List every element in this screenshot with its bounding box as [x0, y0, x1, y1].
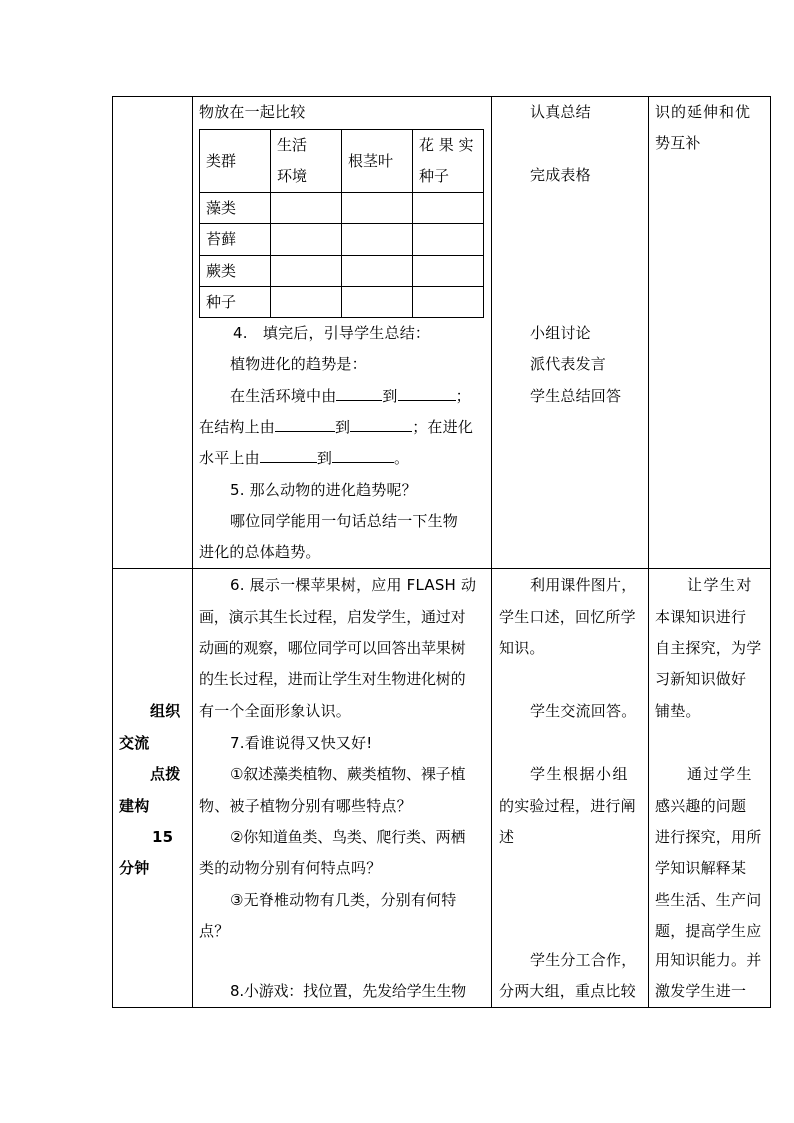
top-col2-line-1: 物放在一起比较 — [199, 103, 306, 121]
stage-label-line: 15 — [152, 828, 174, 846]
top-col2-line-question: 哪位同学能用一句话总结一下生物 — [230, 512, 459, 530]
bottom-col3-line: 学生分工合作， — [530, 951, 637, 969]
bottom-col2-line: 点？ — [199, 922, 230, 940]
fill-in-text: 到 — [316, 449, 333, 467]
inner-table-line-v1 — [270, 129, 271, 318]
bottom-col4-line: 激发学生进一 — [655, 982, 747, 1000]
top-col2-line-trend: 植物进化的趋势是： — [230, 355, 367, 373]
bottom-col4-line: 本课知识进行 — [655, 608, 747, 626]
top-col3-line: 认真总结 — [530, 103, 591, 121]
bottom-col2-line: 画，演示其生长过程，启发学生，通过对 — [199, 608, 466, 626]
table-col-divider-3 — [648, 96, 649, 1008]
fill-in-text: ；在进化 — [412, 418, 474, 436]
inner-table-header-group: 类群 — [206, 152, 237, 170]
top-col3-line: 学生总结回答 — [530, 387, 622, 405]
fill-in-text: 到 — [382, 387, 398, 405]
fill-in-blank[interactable] — [336, 384, 382, 401]
bottom-col4-line: 通过学生 — [687, 765, 754, 783]
bottom-col2-line: 7.看谁说得又快又好! — [230, 734, 373, 752]
bottom-col2-line: 6. 展示一棵苹果树，应用 FLASH 动 — [230, 576, 477, 594]
bottom-col2-line: 动画的观察，哪位同学可以回答出苹果树 — [199, 639, 466, 657]
fill-in-line-level — [199, 443, 409, 474]
top-col2-line-step5: 5. 那么动物的进化趋势呢？ — [230, 481, 417, 499]
bottom-col3-line: 学生交流回答。 — [530, 702, 637, 720]
table-border-left — [112, 96, 113, 1008]
inner-table-row-label: 藻类 — [206, 199, 237, 217]
top-col3-line: 小组讨论 — [530, 324, 591, 342]
table-border-right — [770, 96, 771, 1008]
bottom-col2-line: 类的动物分别有何特点吗？ — [199, 859, 382, 877]
bottom-col3-line: 知识。 — [499, 639, 545, 657]
bottom-col4-line: 学知识解释某 — [655, 859, 747, 877]
fill-in-text: 在结构上由 — [199, 418, 276, 436]
inner-table-border-left — [199, 129, 200, 318]
bottom-col2-line: ①叙述藻类植物、蕨类植物、裸子植 — [230, 765, 466, 783]
bottom-col4-line: 进行探究，用所 — [655, 828, 762, 846]
fill-in-blank[interactable] — [350, 415, 412, 432]
top-col2-line-step4: 4. 填完后，引导学生总结： — [233, 324, 431, 342]
bottom-col4-line: 习新知识做好 — [655, 670, 747, 688]
table-col-divider-2 — [491, 96, 492, 1008]
fill-in-text: ； — [455, 387, 471, 405]
top-col2-line-question-end: 进化的总体趋势。 — [199, 543, 321, 561]
bottom-col4-line: 自主探究，为学 — [655, 639, 762, 657]
fill-in-blank[interactable] — [332, 446, 394, 463]
bottom-col4-line: 些生活、生产问 — [655, 891, 762, 909]
stage-label-line: 建构 — [119, 797, 150, 815]
top-col3-line: 完成表格 — [530, 166, 591, 184]
table-row-divider — [112, 568, 771, 569]
inner-table-row-label: 苔藓 — [206, 230, 237, 248]
stage-label-line: 分钟 — [119, 859, 150, 877]
fill-in-text: 。 — [394, 449, 410, 467]
fill-in-blank[interactable] — [260, 446, 317, 463]
bottom-col4-line: 让学生对 — [687, 576, 754, 594]
bottom-col2-line: ②你知道鱼类、鸟类、爬行类、两栖 — [230, 828, 466, 846]
fill-in-blank[interactable] — [275, 415, 335, 432]
table-border-bottom — [112, 1007, 771, 1008]
bottom-col3-line: 学生口述，回忆所学 — [499, 608, 636, 626]
inner-table-row-label: 蕨类 — [206, 262, 237, 280]
bottom-col2-line: ③无脊椎动物有几类，分别有何特 — [230, 891, 457, 909]
bottom-col2-line: 物、被子植物分别有哪些特点？ — [199, 797, 412, 815]
fill-in-line-habitat — [230, 381, 471, 412]
top-col4-line: 势互补 — [655, 134, 701, 152]
bottom-col2-line: 8.小游戏：找位置，先发给学生生物 — [230, 982, 466, 1000]
inner-table-row-label: 种子 — [206, 293, 237, 311]
bottom-col3-line: 利用课件图片， — [530, 576, 637, 594]
bottom-col4-line: 题，提高学生应 — [655, 922, 762, 940]
top-col3-line: 派代表发言 — [530, 355, 607, 373]
stage-label-line: 交流 — [119, 734, 150, 752]
fill-in-text: 到 — [335, 418, 351, 436]
fill-in-line-structure — [199, 412, 473, 443]
bottom-col4-line: 铺垫。 — [655, 702, 701, 720]
bottom-col4-line: 感兴趣的问题 — [655, 797, 747, 815]
bottom-col4-line: 用知识能力。并 — [655, 951, 762, 969]
bottom-col2-line: 的生长过程，进而让学生对生物进化树的 — [199, 670, 466, 688]
table-col-divider-1 — [192, 96, 193, 1008]
bottom-col3-line: 的实验过程，进行阐 — [499, 797, 636, 815]
inner-table-header-flower-2: 种子 — [419, 167, 450, 185]
inner-table-header-organs: 根茎叶 — [348, 152, 394, 170]
stage-label-line: 点拨 — [150, 765, 181, 783]
inner-table-header-habitat-2: 环境 — [277, 167, 308, 185]
bottom-col3-line: 述 — [499, 828, 515, 846]
fill-in-text: 在生活环境中由 — [230, 387, 337, 405]
bottom-col3-line: 学生根据小组 — [530, 765, 630, 783]
inner-table-header-flower-1: 花 果 实 — [419, 136, 474, 154]
inner-table-line-v2 — [341, 129, 342, 318]
fill-in-blank[interactable] — [398, 384, 456, 401]
stage-label-line: 组织 — [150, 702, 181, 720]
inner-table-line-v3 — [412, 129, 413, 318]
inner-table-header-habitat-1: 生活 — [277, 136, 308, 154]
inner-table-border-right — [483, 129, 484, 318]
bottom-col3-line: 分两大组，重点比较 — [499, 982, 636, 1000]
top-col4-line: 识的延伸和优 — [655, 103, 752, 121]
bottom-col2-line: 有一个全面形象认识。 — [199, 702, 352, 720]
fill-in-text: 水平上由 — [199, 449, 260, 467]
